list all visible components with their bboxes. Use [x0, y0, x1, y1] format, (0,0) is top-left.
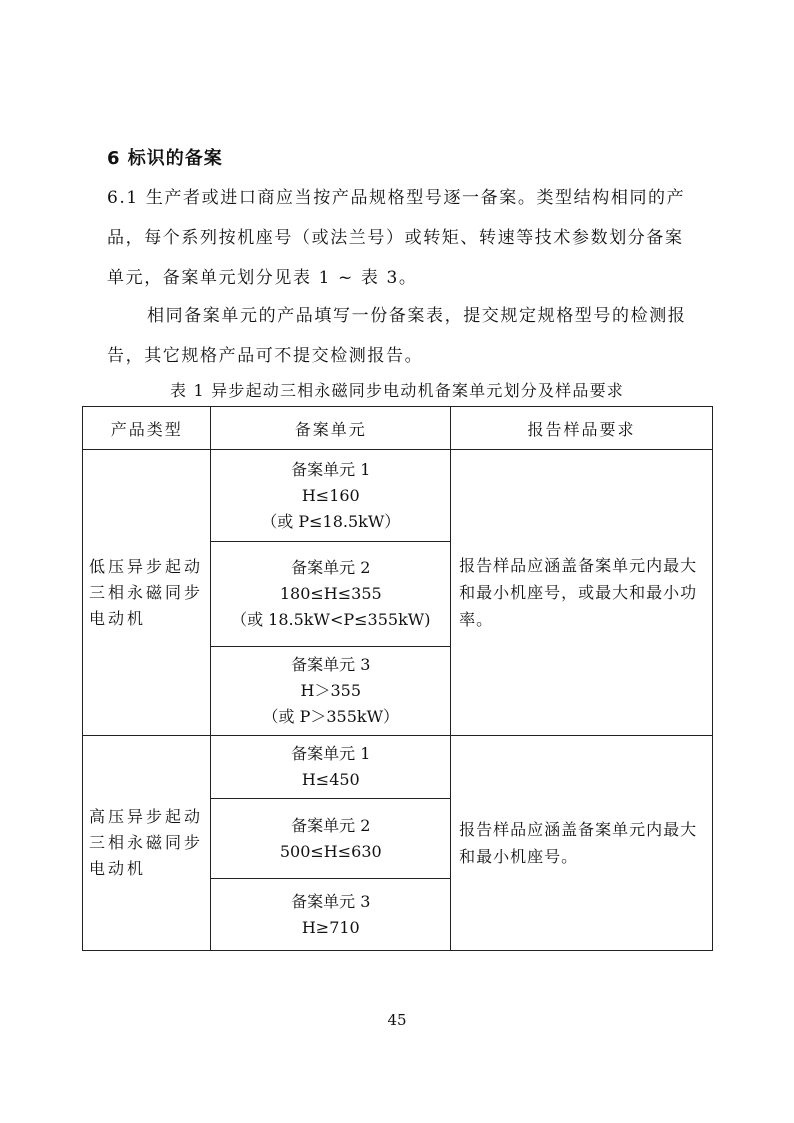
table-header-row: [83, 407, 713, 450]
unit-range: 500≤H≤630: [279, 841, 382, 861]
filing-unit-cell: [211, 736, 451, 799]
unit-range: H≤450: [301, 770, 360, 789]
filing-unit-cell: [211, 799, 451, 879]
page-number: 45: [387, 1011, 407, 1029]
unit-name: 备案单元 3: [291, 891, 371, 911]
unit-name: 备案单元 1: [291, 744, 371, 763]
section-heading: 6 标识的备案: [107, 148, 223, 169]
unit-name: 备案单元 3: [291, 655, 371, 674]
header-product-type: 产品类型: [83, 407, 211, 450]
filing-unit-cell: [211, 879, 451, 951]
unit-range: H≥710: [301, 917, 360, 937]
paragraph-6-1: 6.1 生产者或进口商应当按产品规格型号逐一备案。类型结构相同的产品，每个系列按机座号（或法兰号）或转矩、转速等技术参数划分备案单元，备案单元划分见表 1 ~ 表 3。: [107, 188, 686, 288]
filing-unit-table: [82, 406, 713, 951]
unit-alt-range: （或 P＞355kW）: [262, 707, 400, 726]
table-row: [83, 736, 713, 799]
product-type-high-voltage: 高压异步起动三相永磁同步电动机: [83, 736, 211, 951]
unit-name: 备案单元 2: [291, 558, 371, 577]
sample-requirement-low-voltage: 报告样品应涵盖备案单元内最大和最小机座号，或最大和最小功率。: [451, 450, 713, 736]
product-type-low-voltage: 低压异步起动三相永磁同步电动机: [83, 450, 211, 736]
sample-requirement-high-voltage: 报告样品应涵盖备案单元内最大和最小机座号。: [451, 736, 713, 951]
header-filing-unit: 备案单元: [211, 407, 451, 450]
unit-alt-range: （或 18.5kW<P≤355kW): [231, 610, 431, 629]
unit-alt-range: （或 P≤18.5kW）: [261, 511, 401, 531]
header-sample-requirement: 报告样品要求: [451, 407, 713, 450]
unit-range: 180≤H≤355: [279, 584, 382, 603]
filing-unit-cell: [211, 542, 451, 647]
unit-range: H＞355: [300, 681, 362, 700]
paragraph-submission: 相同备案单元的产品填写一份备案表，提交规定规格型号的检测报告，其它规格产品可不提交检测报告。: [107, 306, 687, 366]
filing-unit-cell: [211, 450, 451, 542]
unit-range: H≤160: [301, 485, 360, 505]
table-row: [83, 450, 713, 542]
table-caption: 表 1 异步起动三相永磁同步电动机备案单元划分及样品要求: [170, 381, 624, 400]
unit-name: 备案单元 2: [291, 815, 371, 835]
unit-name: 备案单元 1: [291, 459, 371, 479]
filing-unit-cell: [211, 647, 451, 736]
